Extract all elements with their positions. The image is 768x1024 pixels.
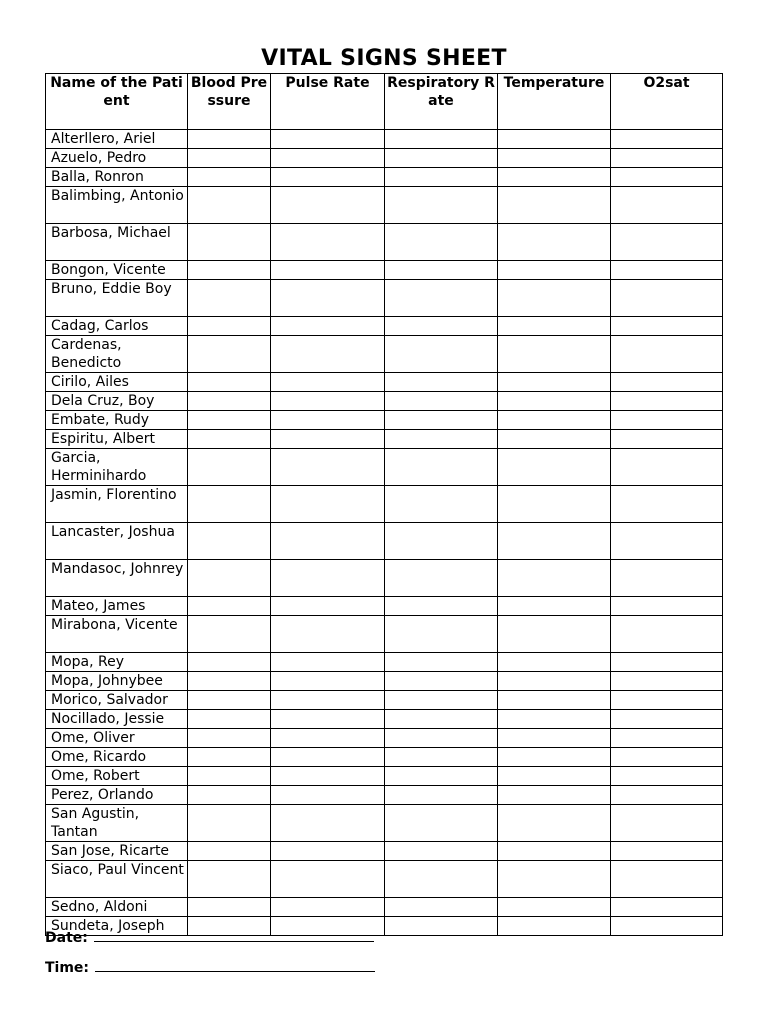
o2sat-cell[interactable] — [611, 786, 723, 805]
pulse-rate-cell[interactable] — [271, 411, 385, 430]
respiratory-rate-cell[interactable] — [385, 168, 498, 187]
table-row — [46, 729, 723, 748]
o2sat-cell[interactable] — [611, 710, 723, 729]
temperature-cell[interactable] — [498, 710, 611, 729]
patient-name: Azuelo, Pedro — [46, 149, 188, 168]
pulse-rate-cell[interactable] — [271, 672, 385, 691]
patient-name: Morico, Salvador — [46, 691, 188, 710]
patient-name: Sedno, Aldoni — [46, 898, 188, 917]
patient-name: Balla, Ronron — [46, 168, 188, 187]
temperature-cell[interactable] — [498, 653, 611, 672]
blood-pressure-cell[interactable] — [188, 729, 271, 748]
temperature-cell[interactable] — [498, 336, 611, 373]
patient-name: Cardenas, Benedicto — [46, 336, 188, 373]
table-row — [46, 597, 723, 616]
date-label: Date: — [45, 930, 88, 946]
time-line — [45, 958, 375, 976]
table-row — [46, 187, 723, 224]
o2sat-cell[interactable] — [611, 691, 723, 710]
table-row — [46, 805, 723, 842]
pulse-rate-cell[interactable] — [271, 861, 385, 898]
o2sat-cell[interactable] — [611, 917, 723, 936]
patient-name: San Agustin, Tantan — [46, 805, 188, 842]
time-label: Time: — [45, 960, 90, 976]
pulse-rate-cell[interactable] — [271, 616, 385, 653]
page-title: VITAL SIGNS SHEET — [261, 46, 507, 71]
temperature-cell[interactable] — [498, 748, 611, 767]
blood-pressure-cell[interactable] — [188, 336, 271, 373]
blood-pressure-cell[interactable] — [188, 898, 271, 917]
blood-pressure-cell[interactable] — [188, 842, 271, 861]
temperature-cell[interactable] — [498, 130, 611, 149]
blood-pressure-cell[interactable] — [188, 187, 271, 224]
pulse-rate-cell[interactable] — [271, 748, 385, 767]
blood-pressure-cell[interactable] — [188, 767, 271, 786]
blood-pressure-cell[interactable] — [188, 691, 271, 710]
blood-pressure-cell[interactable] — [188, 486, 271, 523]
patient-name: Alterllero, Ariel — [46, 130, 188, 149]
respiratory-rate-cell[interactable] — [385, 748, 498, 767]
o2sat-cell[interactable] — [611, 130, 723, 149]
temperature-cell[interactable] — [498, 767, 611, 786]
o2sat-cell[interactable] — [611, 187, 723, 224]
table-row — [46, 767, 723, 786]
temperature-cell[interactable] — [498, 597, 611, 616]
patient-name: Siaco, Paul Vincent — [46, 861, 188, 898]
o2sat-cell[interactable] — [611, 336, 723, 373]
respiratory-rate-cell[interactable] — [385, 729, 498, 748]
o2sat-cell[interactable] — [611, 373, 723, 392]
pulse-rate-cell[interactable] — [271, 168, 385, 187]
temperature-cell[interactable] — [498, 149, 611, 168]
patient-name: Garcia, Herminihardo — [46, 449, 188, 486]
temperature-cell[interactable] — [498, 917, 611, 936]
pulse-rate-cell[interactable] — [271, 805, 385, 842]
table-row — [46, 373, 723, 392]
blood-pressure-cell[interactable] — [188, 224, 271, 261]
column-header-temperature: Temperature — [498, 74, 611, 130]
temperature-cell[interactable] — [498, 786, 611, 805]
table-row — [46, 710, 723, 729]
blood-pressure-cell[interactable] — [188, 261, 271, 280]
pulse-rate-cell[interactable] — [271, 336, 385, 373]
blood-pressure-cell[interactable] — [188, 861, 271, 898]
patient-name: Ome, Robert — [46, 767, 188, 786]
column-header-name: Name of the Patient — [46, 74, 188, 130]
pulse-rate-cell[interactable] — [271, 842, 385, 861]
temperature-cell[interactable] — [498, 187, 611, 224]
table-row — [46, 280, 723, 317]
respiratory-rate-cell[interactable] — [385, 130, 498, 149]
vital-signs-table — [45, 73, 723, 936]
temperature-cell[interactable] — [498, 317, 611, 336]
table-row — [46, 411, 723, 430]
temperature-cell[interactable] — [498, 373, 611, 392]
respiratory-rate-cell[interactable] — [385, 430, 498, 449]
pulse-rate-cell[interactable] — [271, 224, 385, 261]
respiratory-rate-cell[interactable] — [385, 224, 498, 261]
table-row — [46, 261, 723, 280]
o2sat-cell[interactable] — [611, 748, 723, 767]
pulse-rate-cell[interactable] — [271, 729, 385, 748]
table-row — [46, 392, 723, 411]
o2sat-cell[interactable] — [611, 411, 723, 430]
temperature-cell[interactable] — [498, 280, 611, 317]
patient-name: Lancaster, Joshua — [46, 523, 188, 560]
blood-pressure-cell[interactable] — [188, 597, 271, 616]
blood-pressure-cell[interactable] — [188, 616, 271, 653]
pulse-rate-cell[interactable] — [271, 392, 385, 411]
blood-pressure-cell[interactable] — [188, 430, 271, 449]
pulse-rate-cell[interactable] — [271, 187, 385, 224]
temperature-cell[interactable] — [498, 729, 611, 748]
temperature-cell[interactable] — [498, 486, 611, 523]
pulse-rate-cell[interactable] — [271, 898, 385, 917]
table-row — [46, 898, 723, 917]
o2sat-cell[interactable] — [611, 616, 723, 653]
table-row — [46, 691, 723, 710]
o2sat-cell[interactable] — [611, 861, 723, 898]
table-row — [46, 653, 723, 672]
time-entry-field[interactable] — [95, 958, 375, 972]
temperature-cell[interactable] — [498, 861, 611, 898]
patient-name: Balimbing, Antonio — [46, 187, 188, 224]
blood-pressure-cell[interactable] — [188, 411, 271, 430]
pulse-rate-cell[interactable] — [271, 280, 385, 317]
pulse-rate-cell[interactable] — [271, 486, 385, 523]
o2sat-cell[interactable] — [611, 560, 723, 597]
pulse-rate-cell[interactable] — [271, 430, 385, 449]
pulse-rate-cell[interactable] — [271, 130, 385, 149]
temperature-cell[interactable] — [498, 261, 611, 280]
o2sat-cell[interactable] — [611, 653, 723, 672]
respiratory-rate-cell[interactable] — [385, 691, 498, 710]
pulse-rate-cell[interactable] — [271, 767, 385, 786]
respiratory-rate-cell[interactable] — [385, 653, 498, 672]
respiratory-rate-cell[interactable] — [385, 710, 498, 729]
patient-name: Bongon, Vicente — [46, 261, 188, 280]
table-row — [46, 861, 723, 898]
pulse-rate-cell[interactable] — [271, 449, 385, 486]
table-row — [46, 523, 723, 560]
patient-name: Nocillado, Jessie — [46, 710, 188, 729]
table-row — [46, 486, 723, 523]
o2sat-cell[interactable] — [611, 767, 723, 786]
respiratory-rate-cell[interactable] — [385, 560, 498, 597]
blood-pressure-cell[interactable] — [188, 523, 271, 560]
blood-pressure-cell[interactable] — [188, 710, 271, 729]
patient-name: Mandasoc, Johnrey — [46, 560, 188, 597]
patient-name: Mopa, Rey — [46, 653, 188, 672]
blood-pressure-cell[interactable] — [188, 786, 271, 805]
patient-name: Bruno, Eddie Boy — [46, 280, 188, 317]
patient-name: Ome, Ricardo — [46, 748, 188, 767]
respiratory-rate-cell[interactable] — [385, 317, 498, 336]
respiratory-rate-cell[interactable] — [385, 861, 498, 898]
respiratory-rate-cell[interactable] — [385, 597, 498, 616]
date-line — [45, 928, 374, 946]
patient-name: Perez, Orlando — [46, 786, 188, 805]
table-row — [46, 672, 723, 691]
o2sat-cell[interactable] — [611, 280, 723, 317]
pulse-rate-cell[interactable] — [271, 653, 385, 672]
temperature-cell[interactable] — [498, 411, 611, 430]
table-row — [46, 616, 723, 653]
respiratory-rate-cell[interactable] — [385, 373, 498, 392]
o2sat-cell[interactable] — [611, 486, 723, 523]
header-row — [46, 74, 723, 130]
o2sat-cell[interactable] — [611, 430, 723, 449]
respiratory-rate-cell[interactable] — [385, 187, 498, 224]
blood-pressure-cell[interactable] — [188, 672, 271, 691]
patient-name: Dela Cruz, Boy — [46, 392, 188, 411]
table-row — [46, 430, 723, 449]
blood-pressure-cell[interactable] — [188, 392, 271, 411]
o2sat-cell[interactable] — [611, 224, 723, 261]
blood-pressure-cell[interactable] — [188, 317, 271, 336]
temperature-cell[interactable] — [498, 560, 611, 597]
patient-rows — [46, 130, 723, 936]
patient-name: Embate, Rudy — [46, 411, 188, 430]
o2sat-cell[interactable] — [611, 842, 723, 861]
date-entry-field[interactable] — [94, 928, 374, 942]
table-row — [46, 842, 723, 861]
patient-name: Mirabona, Vicente — [46, 616, 188, 653]
blood-pressure-cell[interactable] — [188, 805, 271, 842]
respiratory-rate-cell[interactable] — [385, 486, 498, 523]
blood-pressure-cell[interactable] — [188, 449, 271, 486]
table-row — [46, 168, 723, 187]
o2sat-cell[interactable] — [611, 672, 723, 691]
respiratory-rate-cell[interactable] — [385, 786, 498, 805]
blood-pressure-cell[interactable] — [188, 560, 271, 597]
table-row — [46, 748, 723, 767]
pulse-rate-cell[interactable] — [271, 560, 385, 597]
table-row — [46, 317, 723, 336]
patient-name: Mopa, Johnybee — [46, 672, 188, 691]
o2sat-cell[interactable] — [611, 168, 723, 187]
table-row — [46, 449, 723, 486]
temperature-cell[interactable] — [498, 616, 611, 653]
o2sat-cell[interactable] — [611, 317, 723, 336]
respiratory-rate-cell[interactable] — [385, 261, 498, 280]
respiratory-rate-cell[interactable] — [385, 672, 498, 691]
temperature-cell[interactable] — [498, 842, 611, 861]
pulse-rate-cell[interactable] — [271, 597, 385, 616]
respiratory-rate-cell[interactable] — [385, 767, 498, 786]
patient-name: Espiritu, Albert — [46, 430, 188, 449]
temperature-cell[interactable] — [498, 392, 611, 411]
respiratory-rate-cell[interactable] — [385, 336, 498, 373]
table-row — [46, 560, 723, 597]
o2sat-cell[interactable] — [611, 805, 723, 842]
respiratory-rate-cell[interactable] — [385, 149, 498, 168]
pulse-rate-cell[interactable] — [271, 710, 385, 729]
patient-name: Cirilo, Ailes — [46, 373, 188, 392]
temperature-cell[interactable] — [498, 449, 611, 486]
temperature-cell[interactable] — [498, 672, 611, 691]
patient-name: San Jose, Ricarte — [46, 842, 188, 861]
temperature-cell[interactable] — [498, 691, 611, 710]
temperature-cell[interactable] — [498, 523, 611, 560]
pulse-rate-cell[interactable] — [271, 786, 385, 805]
respiratory-rate-cell[interactable] — [385, 392, 498, 411]
pulse-rate-cell[interactable] — [271, 317, 385, 336]
pulse-rate-cell[interactable] — [271, 149, 385, 168]
blood-pressure-cell[interactable] — [188, 653, 271, 672]
patient-name: Sundeta, Joseph — [46, 917, 188, 936]
table-row — [46, 130, 723, 149]
temperature-cell[interactable] — [498, 805, 611, 842]
o2sat-cell[interactable] — [611, 729, 723, 748]
patient-name: Jasmin, Florentino — [46, 486, 188, 523]
pulse-rate-cell[interactable] — [271, 373, 385, 392]
respiratory-rate-cell[interactable] — [385, 805, 498, 842]
temperature-cell[interactable] — [498, 898, 611, 917]
temperature-cell[interactable] — [498, 224, 611, 261]
column-header-blood-pressure: Blood Pressure — [188, 74, 271, 130]
blood-pressure-cell[interactable] — [188, 168, 271, 187]
blood-pressure-cell[interactable] — [188, 130, 271, 149]
o2sat-cell[interactable] — [611, 597, 723, 616]
temperature-cell[interactable] — [498, 430, 611, 449]
respiratory-rate-cell[interactable] — [385, 842, 498, 861]
pulse-rate-cell[interactable] — [271, 523, 385, 560]
respiratory-rate-cell[interactable] — [385, 280, 498, 317]
blood-pressure-cell[interactable] — [188, 373, 271, 392]
table-row — [46, 786, 723, 805]
blood-pressure-cell[interactable] — [188, 149, 271, 168]
column-header-pulse-rate: Pulse Rate — [271, 74, 385, 130]
pulse-rate-cell[interactable] — [271, 691, 385, 710]
pulse-rate-cell[interactable] — [271, 261, 385, 280]
blood-pressure-cell[interactable] — [188, 748, 271, 767]
o2sat-cell[interactable] — [611, 523, 723, 560]
respiratory-rate-cell[interactable] — [385, 898, 498, 917]
column-header-respiratory-rate: Respiratory Rate — [385, 74, 498, 130]
o2sat-cell[interactable] — [611, 261, 723, 280]
respiratory-rate-cell[interactable] — [385, 449, 498, 486]
o2sat-cell[interactable] — [611, 449, 723, 486]
o2sat-cell[interactable] — [611, 392, 723, 411]
table-row — [46, 224, 723, 261]
blood-pressure-cell[interactable] — [188, 280, 271, 317]
patient-name: Cadag, Carlos — [46, 317, 188, 336]
column-header-o2sat: O2sat — [611, 74, 723, 130]
patient-name: Barbosa, Michael — [46, 224, 188, 261]
patient-name: Ome, Oliver — [46, 729, 188, 748]
o2sat-cell[interactable] — [611, 898, 723, 917]
patient-name: Mateo, James — [46, 597, 188, 616]
respiratory-rate-cell[interactable] — [385, 917, 498, 936]
table-row — [46, 149, 723, 168]
temperature-cell[interactable] — [498, 168, 611, 187]
respiratory-rate-cell[interactable] — [385, 523, 498, 560]
o2sat-cell[interactable] — [611, 149, 723, 168]
respiratory-rate-cell[interactable] — [385, 411, 498, 430]
table-row — [46, 336, 723, 373]
respiratory-rate-cell[interactable] — [385, 616, 498, 653]
